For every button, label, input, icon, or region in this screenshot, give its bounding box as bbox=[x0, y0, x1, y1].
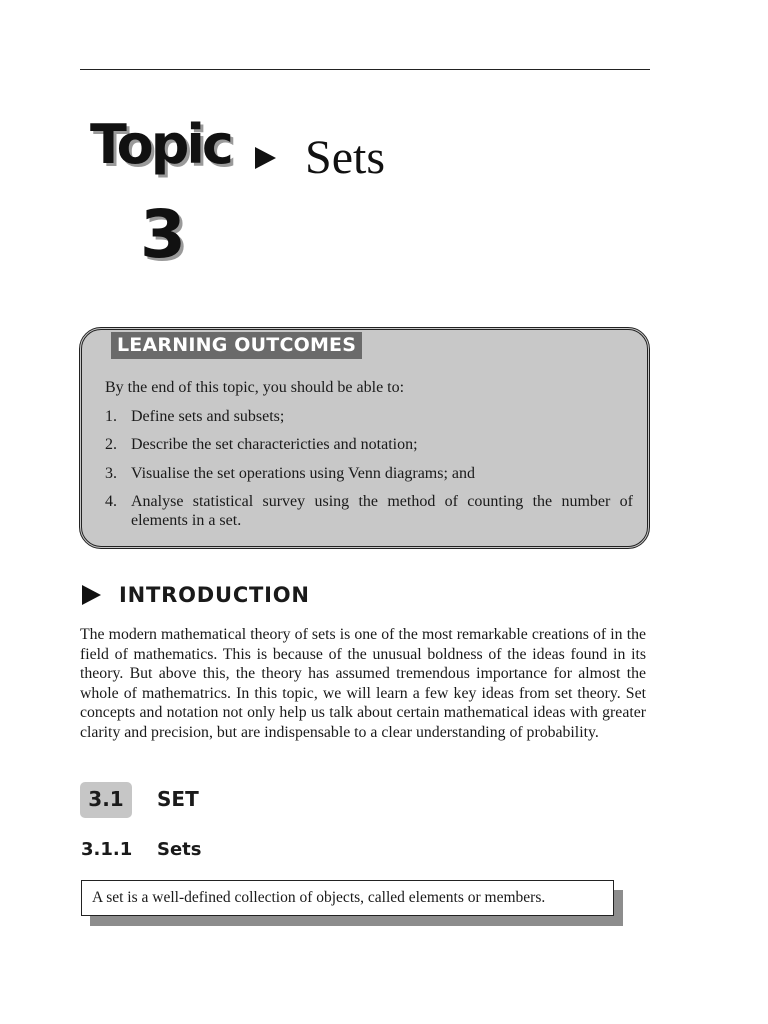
topic-title: Sets bbox=[305, 131, 386, 184]
learning-outcomes-heading: LEARNING OUTCOMES bbox=[111, 332, 362, 359]
list-item-number: 2. bbox=[105, 436, 117, 453]
list-item-number: 1. bbox=[105, 408, 117, 425]
subsection-title: Sets bbox=[157, 839, 202, 860]
topic-label: Topic bbox=[90, 113, 231, 176]
triangle-arrow-icon bbox=[82, 585, 101, 605]
list-item-number: 3. bbox=[105, 465, 117, 482]
introduction-heading: INTRODUCTION bbox=[119, 583, 310, 607]
definition-text: A set is a well-defined collection of objects, called elements or members. bbox=[92, 889, 546, 906]
list-item-number: 4. bbox=[105, 493, 117, 510]
section-number-badge: 3.1 bbox=[80, 782, 132, 818]
learning-outcomes-intro: By the end of this topic, you should be able to: bbox=[105, 379, 405, 396]
introduction-paragraph: The modern mathematical theory of sets is one of the most remarkable creations of in the field of mathematics. This is because of the unusual boldness of the ideas found in its theory. But above this, the theory has assumed tremendous importance for almost the whole of mathematrics. In this topic, we will learn a few key ideas from set theory. Set concepts and notation not only help us talk about certain mathematical ideas with greater clarity and precision, but are indispensable to a clear understanding of probability. bbox=[80, 626, 646, 741]
section-title: SET bbox=[157, 787, 199, 811]
list-item-text: Define sets and subsets; bbox=[131, 408, 285, 425]
list-item-text: Describe the set charactericties and notation; bbox=[131, 436, 418, 453]
triangle-arrow-icon bbox=[255, 147, 276, 169]
list-item-text: Analyse statistical survey using the method of counting the number of elements in a set. bbox=[131, 493, 633, 529]
list-item-text: Visualise the set operations using Venn diagrams; and bbox=[131, 465, 476, 482]
topic-number: 3 bbox=[140, 196, 186, 273]
top-rule bbox=[80, 69, 650, 70]
definition-box bbox=[81, 880, 614, 916]
subsection-number: 3.1.1 bbox=[81, 839, 133, 860]
